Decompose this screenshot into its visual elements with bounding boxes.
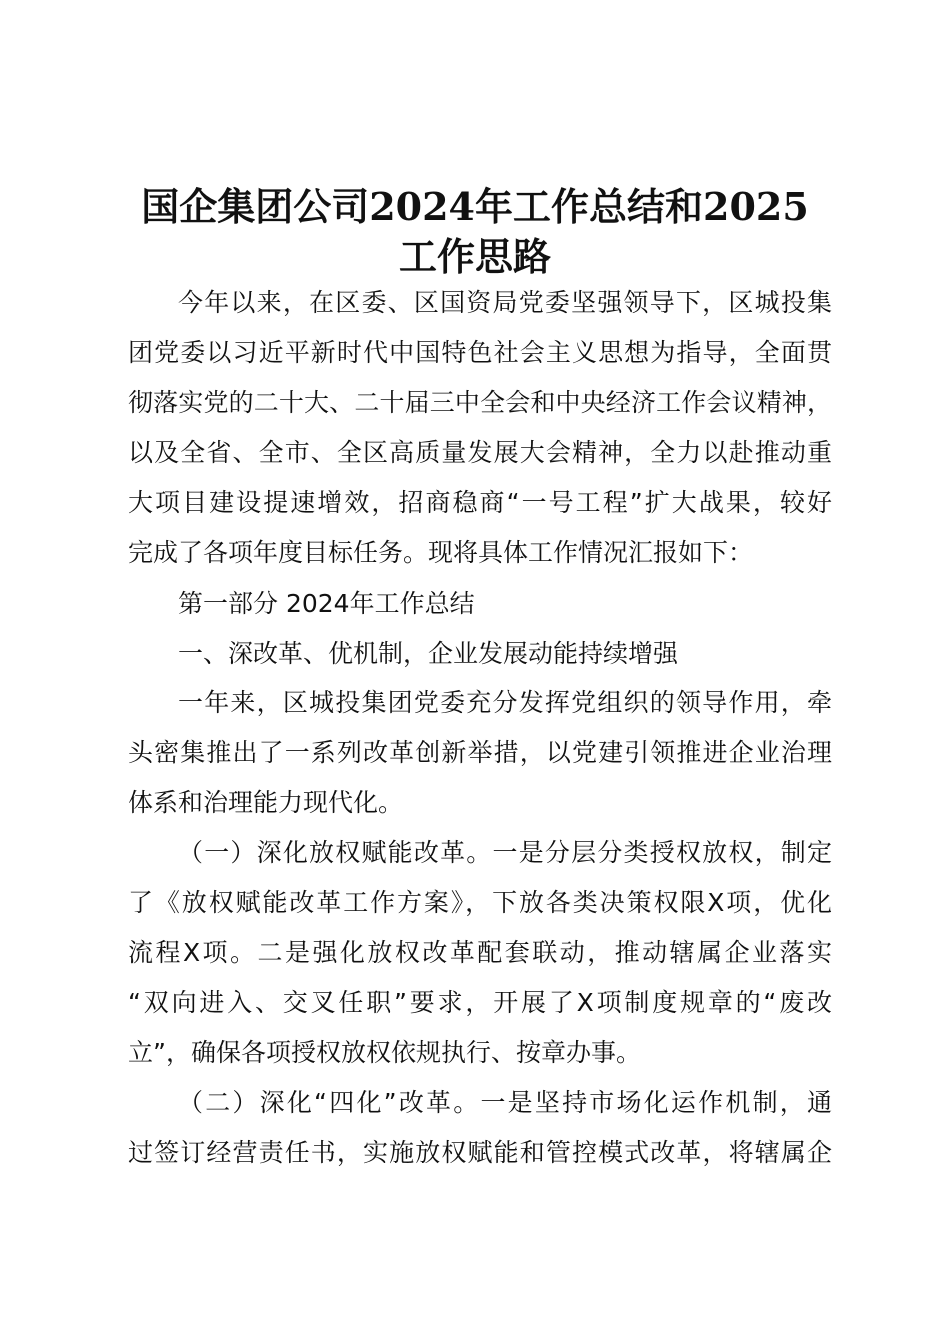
paragraph-line: 一年来，区城投集团党委充分发挥党组织的领导作用，牵 xyxy=(178,688,832,717)
intro-line: 彻落实党的二十大、二十届三中全会和中央经济工作会议精神， xyxy=(128,388,832,417)
intro-line: 以及全省、全市、全区高质量发展大会精神，全力以赴推动重 xyxy=(128,438,832,467)
paragraph-line: 头密集推出了一系列改革创新举措，以党建引领推进企业治理 xyxy=(128,738,832,767)
intro-line: 今年以来，在区委、区国资局党委坚强领导下，区城投集 xyxy=(178,288,832,317)
paragraph-line: 过签订经营责任书，实施放权赋能和管控模式改革，将辖属企 xyxy=(128,1138,832,1167)
paragraph-line: “双向进入、交叉任职”要求，开展了X项制度规章的“废改 xyxy=(128,988,832,1017)
paragraph-line: 立”，确保各项授权放权依规执行、按章办事。 xyxy=(128,1038,641,1067)
section-heading: 一、深改革、优机制，企业发展动能持续增强 xyxy=(178,639,679,668)
document-title-line-2: 工作思路 xyxy=(398,234,551,279)
paragraph-line: （一）深化放权赋能改革。一是分层分类授权放权，制定 xyxy=(178,838,832,867)
intro-line: 团党委以习近平新时代中国特色社会主义思想为指导，全面贯 xyxy=(128,338,832,367)
paragraph-line: 流程X项。二是强化放权改革配套联动，推动辖属企业落实 xyxy=(128,938,832,967)
part-heading: 第一部分 2024年工作总结 xyxy=(178,589,475,618)
paragraph-line: 体系和治理能力现代化。 xyxy=(128,788,404,817)
paragraph-line: 了《放权赋能改革工作方案》，下放各类决策权限X项，优化 xyxy=(128,888,832,917)
paragraph-line: （二）深化“四化”改革。一是坚持市场化运作机制，通 xyxy=(178,1088,832,1117)
intro-line: 完成了各项年度目标任务。现将具体工作情况汇报如下： xyxy=(128,538,754,567)
document-title-line-1: 国企集团公司2024年工作总结和2025 xyxy=(141,184,809,229)
intro-line: 大项目建设提速增效，招商稳商“一号工程”扩大战果，较好 xyxy=(128,488,832,517)
